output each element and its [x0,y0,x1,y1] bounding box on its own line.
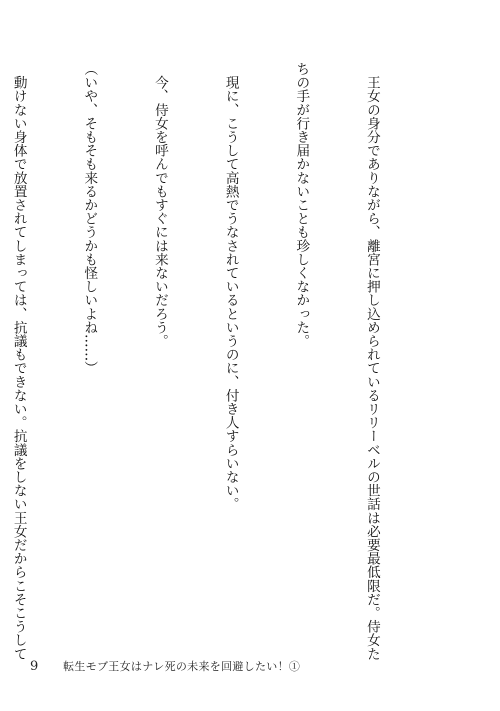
text-line: 現に、こうして高熱でうなされているというのに、付き人すらいない。 [222,62,239,511]
book-title: 転生モブ王女はナレ死の未来を回避したい！① [63,660,301,673]
page-footer [30,655,300,674]
page-number: 9 [30,659,39,674]
text-line: （いや、そもそも来るかどうかも怪しいよね……） [81,62,98,375]
text-line: ちの手が行き届かないことも珍しくなかった。 [293,62,310,348]
body-text [0,62,430,661]
text-line: 王女の身分でありながら、離宮に押し込められているリリーベルの世話は必要最低限だ。侍女た [363,62,380,661]
text-line: 今、侍女を呼んでもすぐには来ないだろう。 [151,62,168,348]
text-line: 動けない身体で放置されてしまっては、抗議もできない。抗議をしない王女だからこそこうして [10,62,27,661]
